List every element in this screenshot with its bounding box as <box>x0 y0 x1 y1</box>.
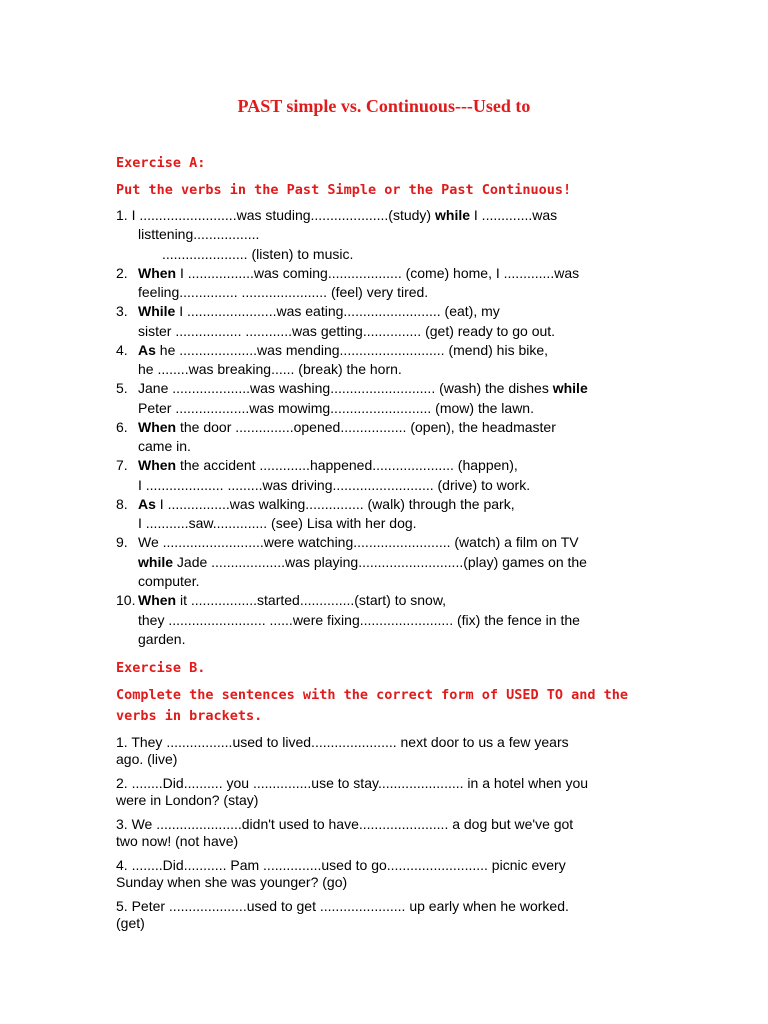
exercise-b-line: Sunday when she was younger? (go) <box>116 874 348 890</box>
item-number: 10. <box>116 592 136 608</box>
exercise-a-line-7: When the accident .............happened..................... (happen), <box>138 457 518 473</box>
exercise-a-line-10: When it .................started..............(start) to snow, <box>138 592 447 608</box>
exercise-a-line-10c: garden. <box>138 631 186 647</box>
exercise-a-line-4: As he ....................was mending........................... (mend) his bike, <box>138 342 549 358</box>
exercise-b-line: two now! (not have) <box>116 833 239 849</box>
item-number: 5. <box>116 380 128 396</box>
exercise-b-line: 2. ........Did.......... you ...............use to stay...................... in a hotel when you <box>116 775 589 791</box>
exercise-a-heading: Exercise A: <box>116 155 206 171</box>
exercise-b-instruction-2: verbs in brackets. <box>116 708 263 724</box>
exercise-a-line-9c: computer. <box>138 573 200 589</box>
exercise-b-line: 5. Peter ....................used to get ...................... up early when he worked. <box>116 898 569 914</box>
exercise-a-instruction: Put the verbs in the Past Simple or the Past Continuous! <box>116 182 572 198</box>
exercise-a-line-8: As I ................was walking............... (walk) through the park, <box>138 496 515 512</box>
exercise-b-heading: Exercise B. <box>116 660 206 676</box>
item-number: 2. <box>116 265 128 281</box>
item-number: 7. <box>116 457 128 473</box>
exercise-a-line-10b: they ......................... ......were fixing........................ (fix) the fence in the <box>138 612 580 628</box>
exercise-a-line-3b: sister ................. ............was getting............... (get) ready to go out. <box>138 323 556 339</box>
exercise-a-line-2b: feeling............... ...................... (feel) very tired. <box>138 284 429 300</box>
exercise-b-line: 4. ........Did........... Pam ...............used to go.......................... picnic every <box>116 857 566 873</box>
exercise-b-line: 3. We ......................didn't used to have....................... a dog but we've got <box>116 816 574 832</box>
exercise-a-line-1: 1. I .........................was studing....................(study) while I .............was <box>116 207 558 223</box>
exercise-a-line-1b: listtening................. <box>138 226 260 242</box>
exercise-b-line: were in London? (stay) <box>116 792 259 808</box>
exercise-a-line-6: When the door ...............opened................. (open), the headmaster <box>138 419 556 435</box>
exercise-a-line-9b: while Jade ...................was playing...........................(play) games on the <box>138 554 587 570</box>
page-title: PAST simple vs. Continuous---Used to <box>237 96 531 116</box>
exercise-a-line-1c: ...................... (listen) to music. <box>162 246 354 262</box>
exercise-b-instruction-1: Complete the sentences with the correct form of USED TO and the <box>116 687 629 703</box>
exercise-b-line: 1. They .................used to lived...................... next door to us a few years <box>116 734 569 750</box>
exercise-a-line-3: While I .......................was eating......................... (eat), my <box>138 303 500 319</box>
exercise-b-line: ago. (live) <box>116 751 178 767</box>
item-number: 9. <box>116 534 128 550</box>
exercise-a-line-2: When I .................was coming................... (come) home, I .............was <box>138 265 580 281</box>
exercise-a-line-6b: came in. <box>138 438 191 454</box>
item-number: 6. <box>116 419 128 435</box>
exercise-a-line-9: We ..........................were watching......................... (watch) a film on TV <box>138 534 579 550</box>
exercise-a-line-5b: Peter ...................was mowimg.......................... (mow) the lawn. <box>138 400 534 416</box>
item-number: 3. <box>116 303 128 319</box>
item-number: 4. <box>116 342 128 358</box>
exercise-a-line-8b: I ...........saw.............. (see) Lisa with her dog. <box>138 515 417 531</box>
item-number: 8. <box>116 496 128 512</box>
exercise-b-line: (get) <box>116 915 145 931</box>
exercise-a-line-5: Jane ....................was washing........................... (wash) the dishes while <box>138 380 588 396</box>
exercise-a-line-7b: I .................... .........was driving.......................... (drive) to work. <box>138 477 531 493</box>
exercise-a-line-4b: he ........was breaking...... (break) the horn. <box>138 361 402 377</box>
